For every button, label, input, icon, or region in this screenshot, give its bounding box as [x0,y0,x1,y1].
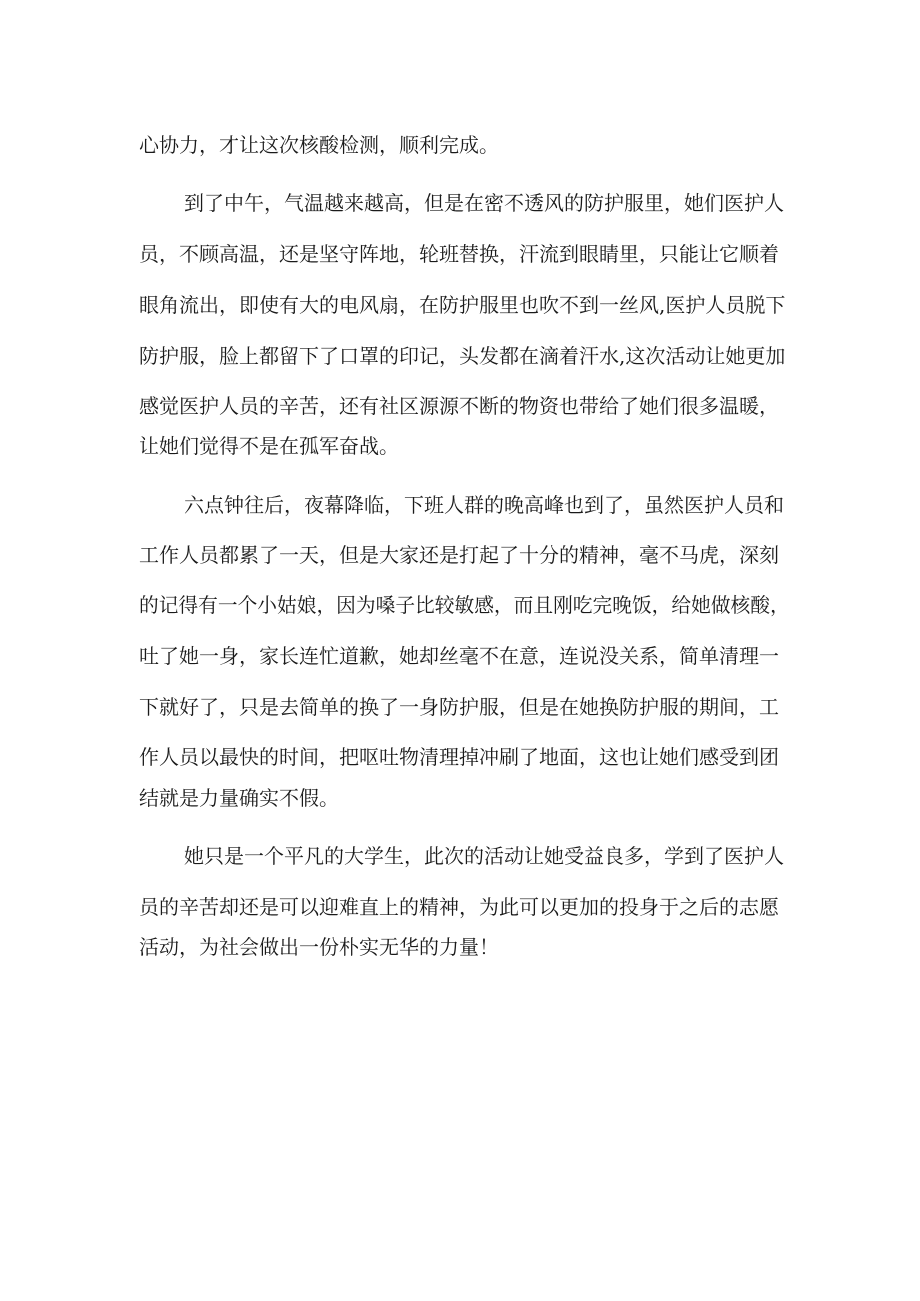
text-line: 的记得有一个小姑娘，因为嗓子比较敏感，而且刚吃完晚饭，给她做核酸， [139,594,790,617]
text-line: 到了中午，气温越来越高，但是在密不透风的防护服里，她们医护人 [184,191,784,215]
text-line: 感觉医护人员的辛苦，还有社区源源不断的物资也带给了她们很多温暖， [139,394,779,418]
text-line: 员的辛苦却还是可以迎难直上的精神，为此可以更加的投身于之后的志愿 [139,895,779,919]
text-line: 员，不顾高温，还是坚守阵地，轮班替换，汗流到眼睛里，只能让它顺着 [139,242,779,266]
text-line: 心协力，才让这次核酸检测，顺利完成。 [139,133,499,157]
text-line: 活动，为社会做出一份朴实无华的力量！ [139,935,499,959]
text-line: 她只是一个平凡的大学生，此次的活动让她受益良多，学到了医护人 [184,844,784,868]
text-line: 六点钟往后，夜幕降临，下班人群的晚高峰也到了，虽然医护人员和 [184,493,784,517]
text-line: 吐了她一身，家长连忙道歉，她却丝毫不在意，连说没关系，简单清理一 [139,644,779,668]
text-line: 作人员以最快的时间，把呕吐物清理掉冲刷了地面，这也让她们感受到团 [139,745,779,769]
text-line: 工作人员都累了一天，但是大家还是打起了十分的精神，毫不马虎，深刻 [139,543,779,567]
text-line: 下就好了，只是去简单的换了一身防护服，但是在她换防护服的期间，工 [139,695,779,719]
text-line: 防护服，脸上都留下了口罩的印记，头发都在滴着汗水,这次活动让她更加 [139,344,786,368]
text-line: 让她们觉得不是在孤军奋战。 [139,434,399,458]
text-line: 结就是力量确实不假。 [139,786,339,810]
text-line: 眼角流出，即使有大的电风扇，在防护服里也吹不到一丝风,医护人员脱下 [139,293,786,317]
